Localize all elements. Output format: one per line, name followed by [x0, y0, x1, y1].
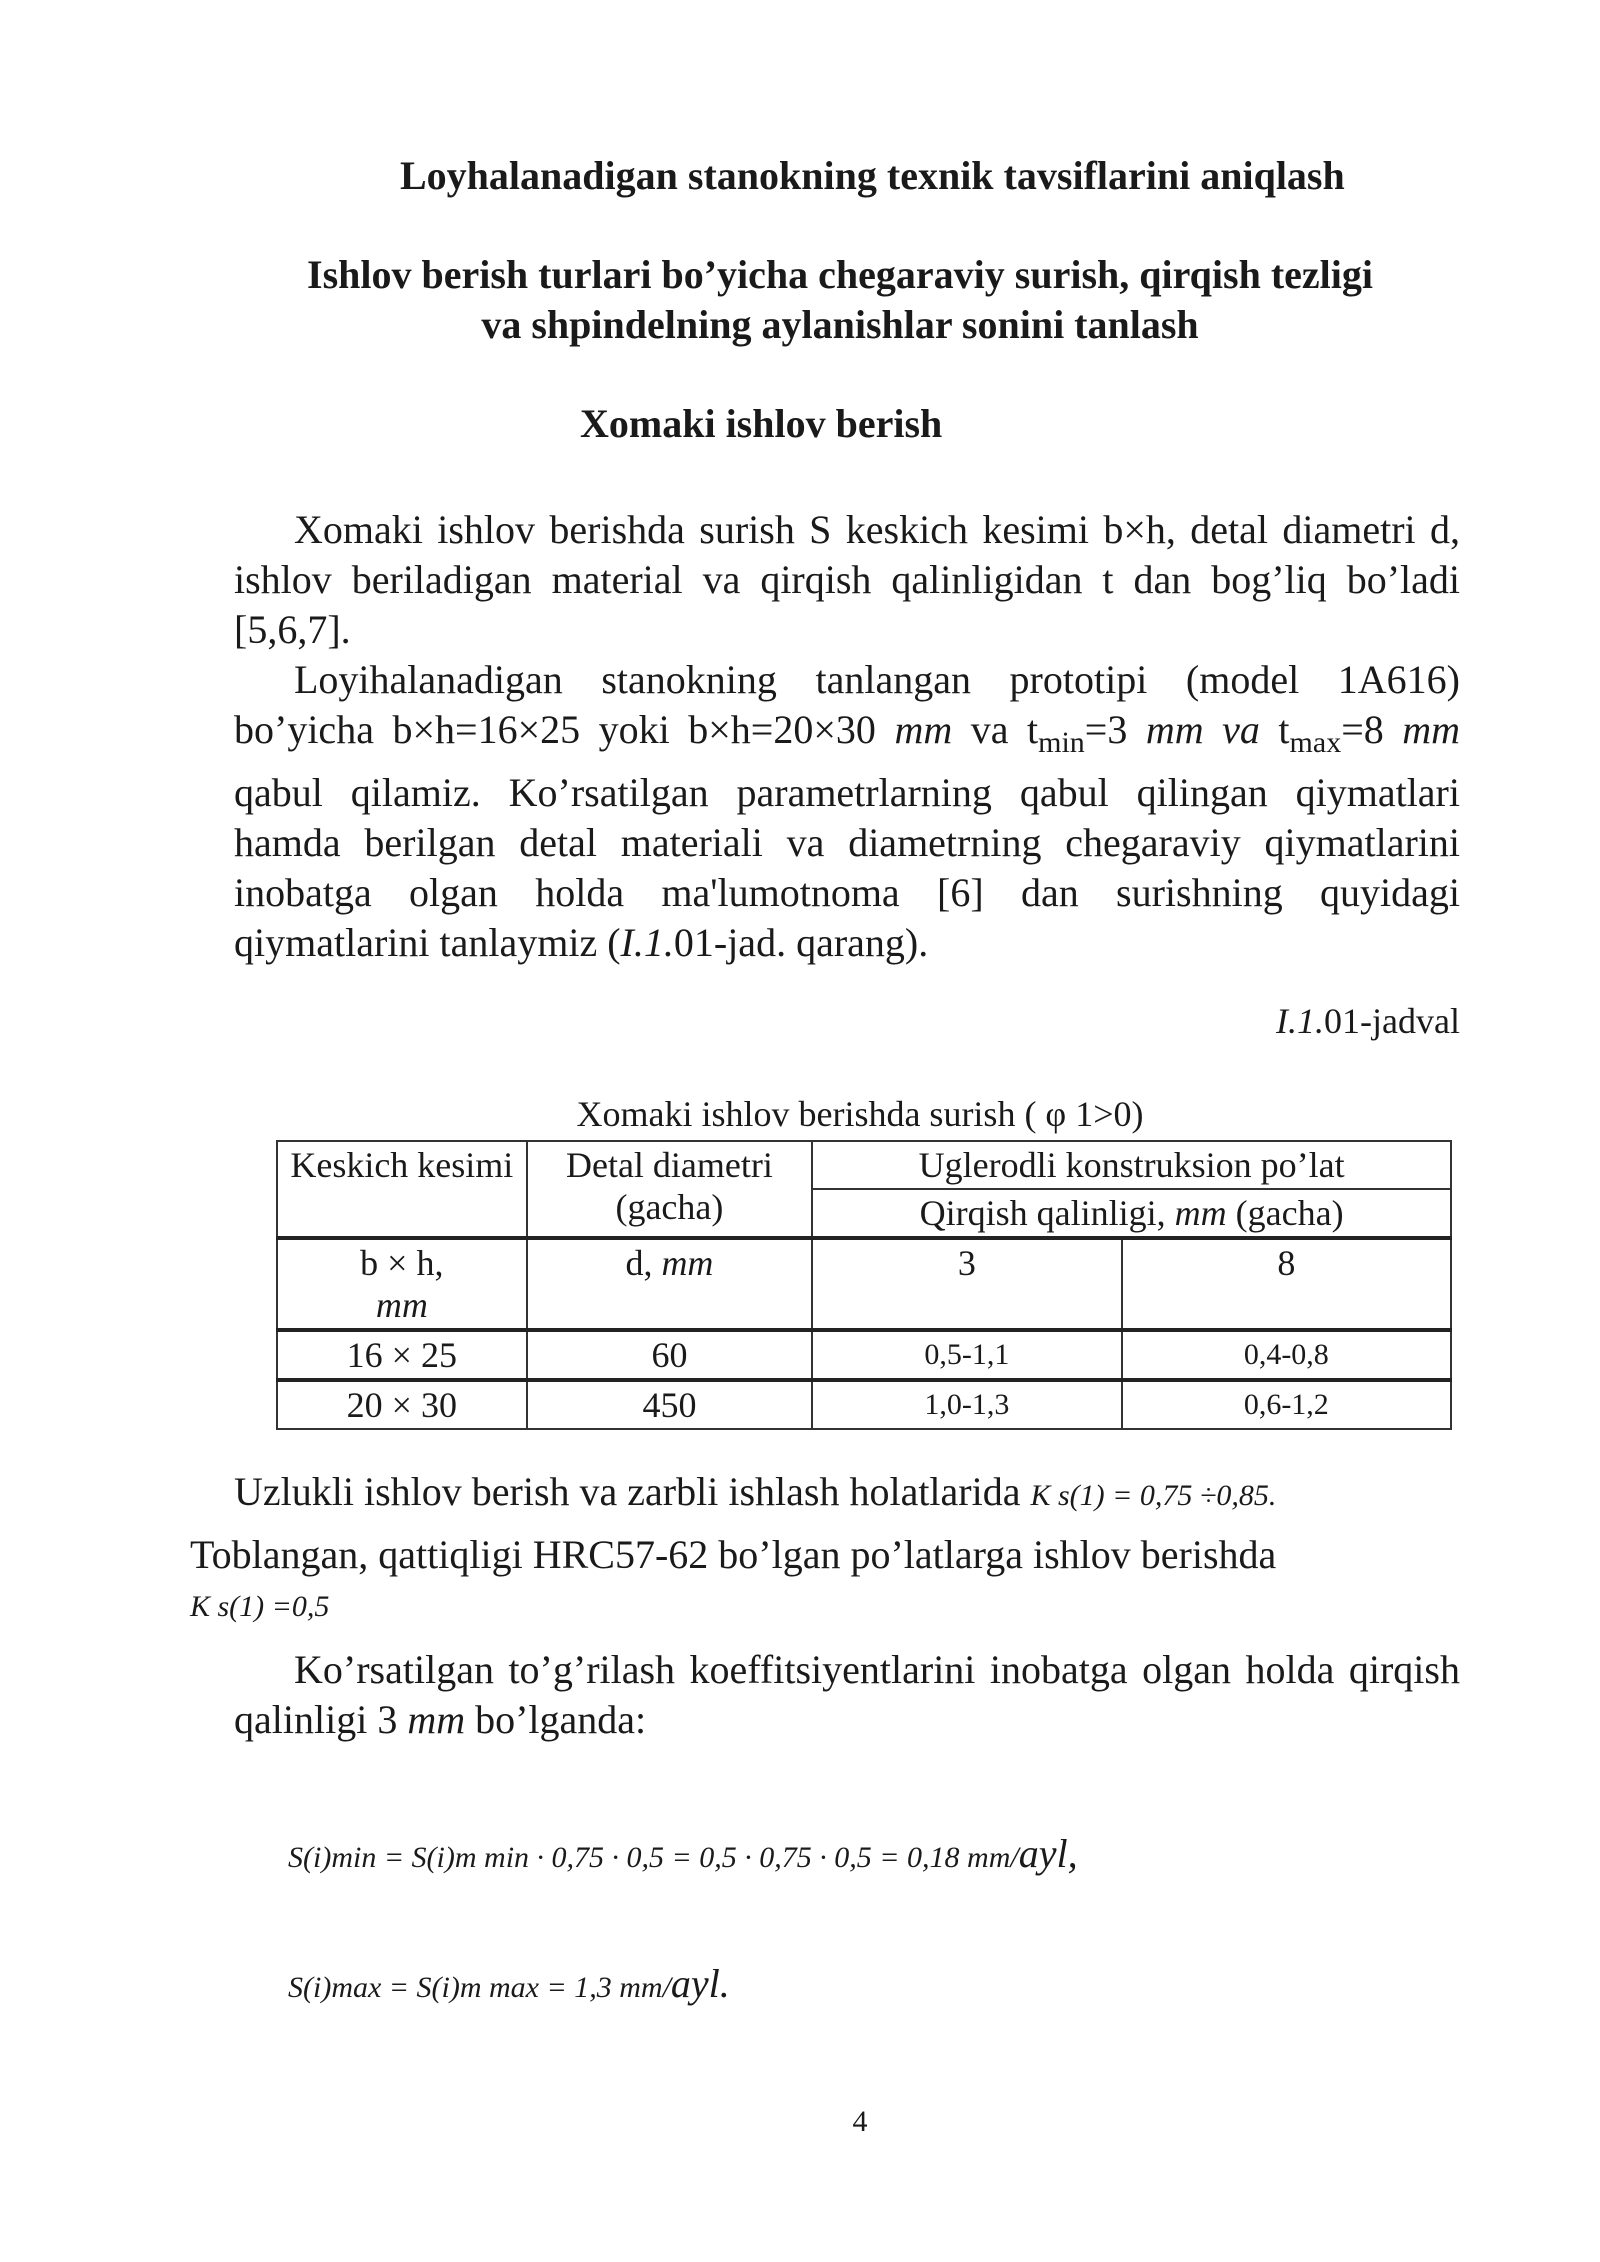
p2-text-b: va t: [970, 707, 1039, 752]
unit-cutter: b × h, mm: [277, 1238, 527, 1330]
p3-text-a: Ko’rsatilgan to’g’rilash koeffitsiyentlarini inobatga olgan holda qirqish qalinligi 3: [234, 1647, 1460, 1742]
p2-unit-mm: mm: [894, 707, 953, 752]
table-caption: Xomaki ishlov berishda surish ( φ 1>0): [576, 1094, 1144, 1134]
table-label: [1200, 1000, 1460, 1042]
page-number: 4: [852, 2105, 868, 2138]
formula-smax-unit: ayl.: [670, 1961, 730, 2006]
p2-text-d: t: [1278, 707, 1290, 752]
unit-diameter: d, mm: [527, 1238, 813, 1330]
p2-unit-mm-va: mm va: [1145, 707, 1260, 752]
subtitle: Ishlov berish turlari bo’yicha chegaraviy surish, qirqish tezligi va shpindelning aylanishlar sonini tanlash: [307, 252, 1373, 347]
k1-formula: K s(1) = 0,75 ÷0,85.: [1030, 1479, 1277, 1512]
header-diameter: Detal diametri (gacha): [527, 1141, 813, 1238]
unit-depth-8: 8: [1122, 1238, 1451, 1330]
unit-depth-3: 3: [812, 1238, 1121, 1330]
cell-diameter: 60: [527, 1330, 813, 1380]
p2-sub-min: min: [1038, 726, 1085, 759]
k1-text: Uzlukli ishlov berish va zarbli ishlash holatlarida: [234, 1469, 1021, 1514]
p2-text-e: =8: [1341, 707, 1384, 752]
cell-cutter: 20 × 30: [277, 1380, 527, 1429]
paragraph-2: [234, 655, 1460, 968]
table-label-text: 01-jadval: [1324, 1001, 1460, 1041]
table-row: [277, 1330, 1451, 1380]
header-steel: Uglerodli konstruksion po’lat: [812, 1141, 1451, 1189]
formula-smin-text: S(i)min = S(i)m min · 0,75 · 0,5 = 0,5 · 0,75 · 0,5 = 0,18 mm/: [288, 1841, 1019, 1874]
formula-smin-unit: ayl,: [1018, 1831, 1078, 1876]
paragraph-k1: [234, 1462, 1460, 1526]
cell-feed-8: 0,4-0,8: [1122, 1330, 1451, 1380]
k2-formula: K s(1) =0,5: [190, 1590, 330, 1623]
p2-table-ref: I.1.: [620, 920, 674, 965]
p2-unit-mm-2: mm: [1402, 707, 1461, 752]
paragraph-1: [234, 505, 1460, 655]
cell-feed-8: 0,6-1,2: [1122, 1380, 1451, 1429]
paragraph-1-text: Xomaki ishlov berishda surish S keskich kesimi b×h, detal diametri d, ishlov beriladigan material va qirqish qalinligidan t dan bog’liq bo’ladi [5,6,7].: [234, 507, 1460, 652]
header-depth: Qirqish qalinligi, mm (gacha): [812, 1189, 1451, 1238]
p2-text-g: 01-jad. qarang).: [673, 920, 929, 965]
p2-text-a: Loyihalanadigan stanokning tanlangan prototipi (model 1A616) bo’yicha b×h=16×25 yoki b×h=20×30: [234, 657, 1460, 752]
header-cutter: Keskich kesimi: [277, 1141, 527, 1238]
p2-text-f: qabul qilamiz. Ko’rsatilgan parametrlarning qabul qilingan qiymatlari hamda berilgan detal materiali va diametrning chegaraviy qiymatlarini inobatga olgan holda ma'lumotnoma [6] dan surishning quyidagi qiymatlarini tanlaymiz (: [234, 770, 1460, 965]
paragraph-3: [234, 1645, 1460, 1745]
formula-smax-text: S(i)max = S(i)m max = 1,3 mm/: [288, 1971, 671, 2004]
table-row: [277, 1380, 1451, 1429]
p3-unit-mm: mm: [407, 1697, 466, 1742]
p2-text-c: =3: [1084, 707, 1128, 752]
paragraph-k2: Toblangan, qattiqligi HRC57-62 bo’lgan po’latlarga ishlov berishda: [190, 1532, 1277, 1577]
formula-smin: [288, 1830, 1078, 1877]
cell-feed-3: 1,0-1,3: [812, 1380, 1121, 1429]
p2-sub-max: max: [1289, 726, 1342, 759]
cell-diameter: 450: [527, 1380, 813, 1429]
p3-text-b: bo’lganda:: [475, 1697, 647, 1742]
page-title: Loyhalanadigan stanokning texnik tavsiflarini aniqlash: [400, 153, 1345, 198]
cell-feed-3: 0,5-1,1: [812, 1330, 1121, 1380]
section-heading: Xomaki ishlov berish: [580, 401, 943, 446]
feed-table: [276, 1140, 1452, 1430]
formula-smax: [288, 1960, 730, 2007]
cell-cutter: 16 × 25: [277, 1330, 527, 1380]
table-label-ref: I.1.: [1276, 1001, 1325, 1041]
